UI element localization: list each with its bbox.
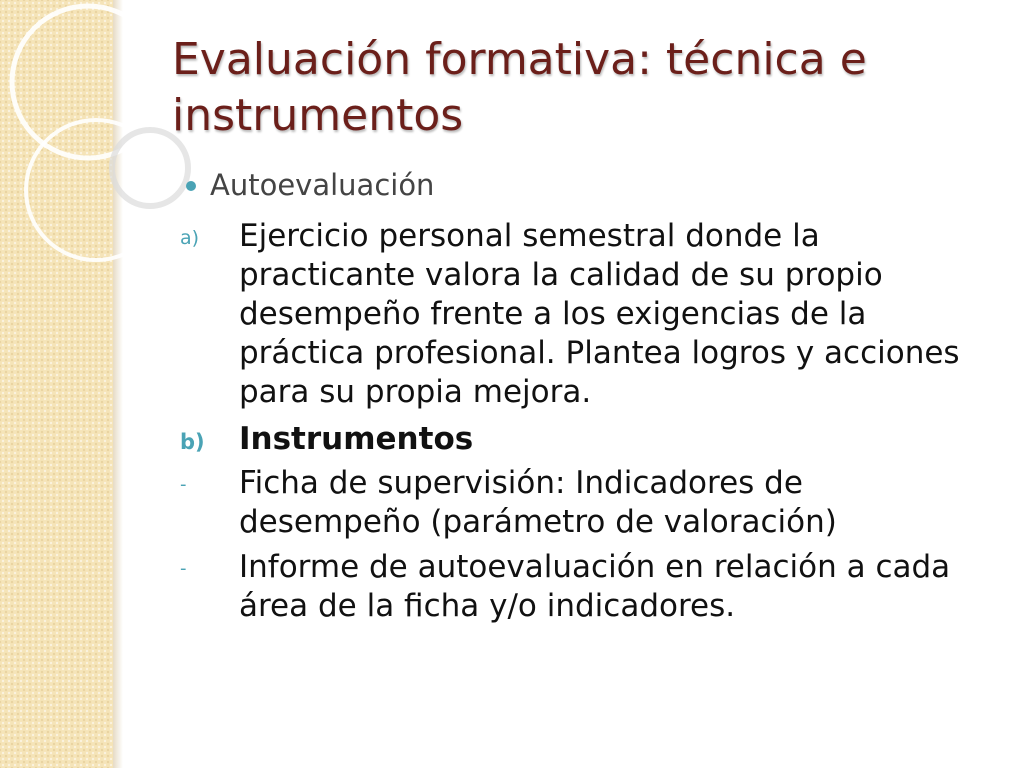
- list-marker-dash-2: -: [180, 558, 187, 579]
- list-item-ficha-text: Ficha de supervisión: Indicadores de desempeño (parámetro de valoración): [239, 465, 837, 540]
- bullet-item-autoevaluacion: [180, 163, 970, 207]
- list-item-informe: [180, 548, 970, 626]
- list-marker-b: b): [180, 430, 205, 454]
- list-item-informe-text: Informe de autoevaluación en relación a cada área de la ficha y/o indicadores.: [239, 549, 951, 624]
- decorative-side-strip: [0, 0, 113, 768]
- side-strip-shadow: [113, 0, 123, 768]
- slide-content: [180, 163, 970, 626]
- list-marker-a: a): [180, 227, 200, 249]
- list-item-ficha: [180, 464, 970, 542]
- list-marker-dash-1: -: [180, 474, 187, 495]
- list-item-b-text: Instrumentos: [239, 421, 474, 457]
- bullet-dot-icon: [186, 181, 196, 191]
- slide-title: Evaluación formativa: técnica e instrumentos: [172, 34, 867, 141]
- bullet-label: Autoevaluación: [210, 168, 435, 202]
- list-item-a: [180, 217, 970, 412]
- list-item-a-text: Ejercicio personal semestral donde la practicante valora la calidad de su propio desempeño frente a los exigencias de la práctica profesional. Plantea logros y acciones para su propia mejora.: [239, 218, 960, 410]
- list-item-b: [180, 420, 970, 459]
